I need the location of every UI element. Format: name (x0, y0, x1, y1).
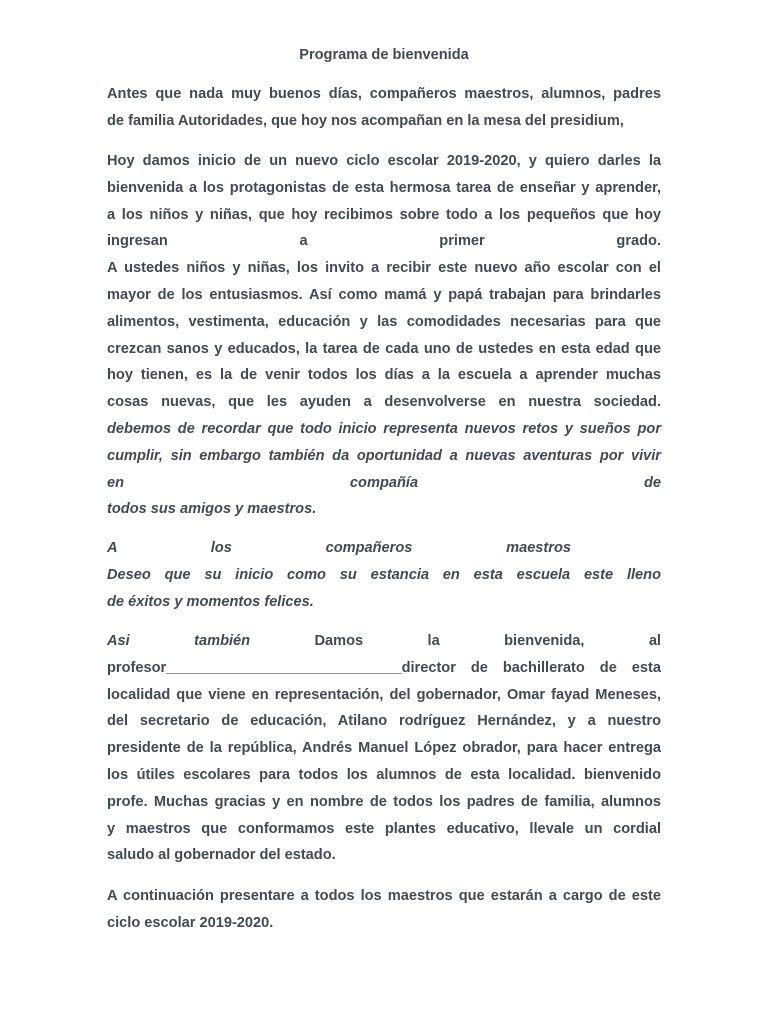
text-phrase: Damos la bienvenida, al (314, 633, 661, 649)
text-line: crezcan sanos y educados, la tarea de cada uno de ustedes en esta edad que (107, 340, 661, 357)
text-line: de familia Autoridades, que hoy nos acompañan en la mesa del presidium, (107, 112, 624, 129)
text-line: a los niños y niñas, que hoy recibimos sobre todo a los pequeños que hoy (107, 206, 661, 223)
text-line-italic: todos sus amigos y maestros. (107, 501, 317, 518)
text-line: A continuación presentare a todos los maestros que estarán a cargo de este (107, 888, 661, 904)
text-line: ingresan a primer grado. (107, 233, 661, 250)
text-line: y maestros que conformamos este plantes educativo, llevale un cordial (107, 820, 661, 837)
text-line: cosas nuevas, que les ayuden a desenvolverse en nuestra sociedad. (107, 394, 661, 411)
text-line: profe. Muchas gracias y en nombre de todos los padres de familia, alumnos (107, 793, 661, 810)
text-line-italic: de éxitos y momentos felices. (107, 593, 314, 610)
text-line: profesor_____________________________director de bachillerato de esta (107, 659, 661, 676)
text-line-italic: en compañía de (107, 474, 661, 491)
text-line: hoy tienen, es la de venir todos los días a la escuela a aprender muchas (107, 367, 661, 384)
text-line-italic: Deseo que su inicio como su estancia en esta escuela este lleno (107, 566, 661, 583)
text-line: A ustedes niños y niñas, los invito a recibir este nuevo año escolar con el (107, 260, 661, 277)
text-line: ciclo escolar 2019-2020. (107, 914, 274, 931)
text-line: Hoy damos inicio de un nuevo ciclo escolar 2019-2020, y quiero darles la (107, 153, 661, 169)
paragraph-greeting (107, 81, 661, 135)
text-line: mayor de los entusiasmos. Así como mamá y papá trabajan para brindarles (107, 286, 661, 303)
document-title: Programa de bienvenida (299, 47, 469, 63)
text-line: Antes que nada muy buenos días, compañeros maestros, alumnos, padres (107, 86, 661, 102)
text-line: alimentos, vestimenta, educación y las comodidades necesarias para que (107, 313, 661, 330)
text-line-italic: A los compañeros maestros (107, 540, 571, 556)
text-line: presidente de la república, Andrés Manuel López obrador, para hacer entrega (107, 740, 661, 757)
paragraph-teachers (107, 535, 661, 615)
text-line-italic: debemos de recordar que todo inicio representa nuevos retos y sueños por (107, 420, 661, 437)
paragraph-authorities (107, 628, 661, 869)
text-line: los útiles escolares para todos los alumnos de esta localidad. bienvenido (107, 766, 661, 783)
text-line: bienvenida a los protagonistas de esta hermosa tarea de enseñar y aprender, (107, 179, 661, 196)
italic-phrase: Asi también (107, 633, 251, 649)
text-line: localidad que viene en representación, del gobernador, Omar fayad Meneses, (107, 686, 661, 703)
text-line-italic: cumplir, sin embargo también da oportunidad a nuevas aventuras por vivir (107, 447, 661, 464)
paragraph-closing (107, 883, 661, 937)
text-line: del secretario de educación, Atilano rodríguez Hernández, y a nuestro (107, 713, 661, 730)
paragraph-welcome (107, 148, 661, 523)
text-line (107, 628, 661, 655)
text-line: saludo al gobernador del estado. (107, 847, 336, 864)
